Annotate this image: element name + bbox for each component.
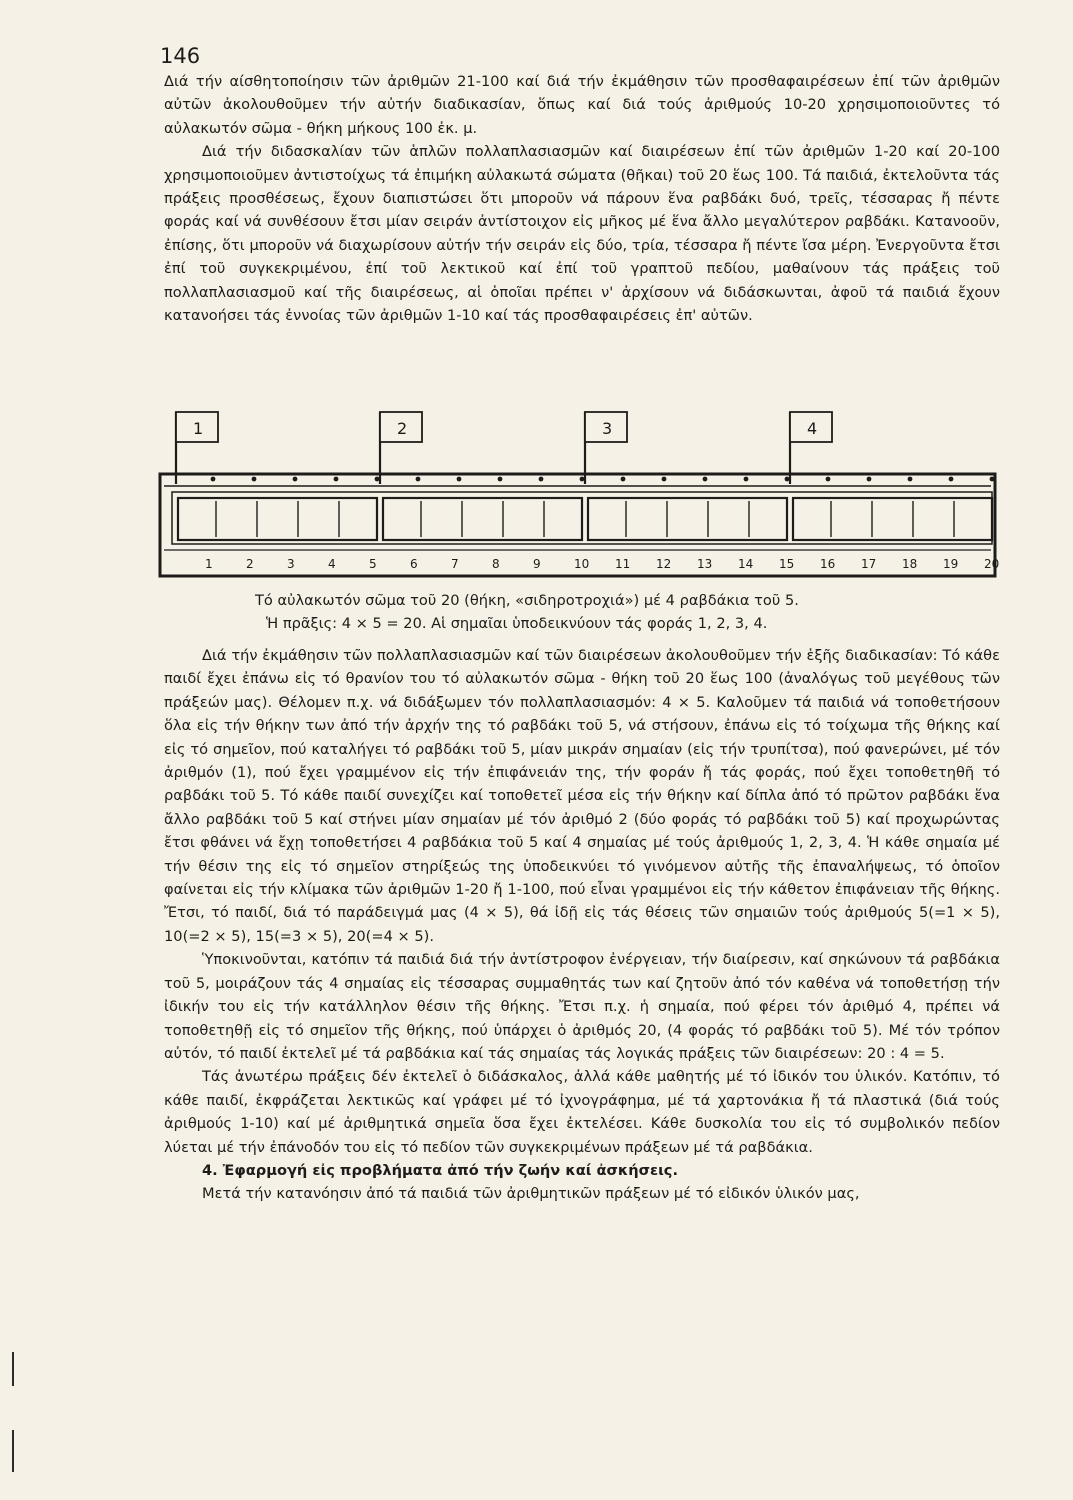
body-text-top <box>164 70 1000 327</box>
margin-mark <box>12 1352 14 1386</box>
hole-dot <box>334 477 339 482</box>
scale-number: 20 <box>984 557 1000 571</box>
paragraph: Διά τήν διδασκαλίαν τῶν ἁπλῶν πολλαπλασιασμῶν καί διαιρέσεων ἐπί τῶν ἀριθμῶν 1-20 καί 20-100 χρησιμοποιοῦμεν ἀντιστοίχως τά ἐπιμήκη αὐλακωτά σώματα (θῆκαι) τοῦ 20 ἕως 100. Τά παιδιά, ἐκτελοῦντα τάς πράξεις προσθέσεως, ἔχουν διαπιστώσει ὅτι μποροῦν νά πάρουν ἕνα ραβδάκι δυό, τρεῖς, τέσσαρας ἤ πέντε φοράς καί νά συνθέσουν ἔτσι μίαν σειράν ἀντίστοιχον εἰς μῆκος μέ ἕνα ἄλλο μεγαλύτερον ραβδάκι. Κατανοοῦν, ἐπίσης, ὅτι μποροῦν νά διαχωρίσουν αὐτήν τήν σειράν εἰς δύο, τρία, τέσσαρα ἤ πέντε ἴσα μέρη. Ἐνεργοῦντα ἔτσι ἐπί τοῦ συγκεκριμένου, ἐπί τοῦ λεκτικοῦ καί ἐπί τοῦ γραπτοῦ πεδίου, μαθαίνουν τάς πράξεις τοῦ πολλαπλασιασμοῦ καί τῆς διαιρέσεως, αἱ ὁποῖαι πρέπει ν' ἀρχίσουν νά διδάσκωνται, ἀφοῦ τά παιδιά ἔχουν κατανοήσει τάς ἐννοίας τῶν ἀριθμῶν 1-10 καί τάς προσθαφαιρέσεις ἐπ' αὐτῶν. <box>164 143 1000 325</box>
hole-dot <box>703 477 708 482</box>
figure-caption-line1: Τό αὐλακωτόν σῶμα τοῦ 20 (θήκη, «σιδηροτροχιά») μέ 4 ραβδάκια τοῦ 5. <box>255 592 799 609</box>
flag-number: 2 <box>397 419 408 438</box>
scale-number: 14 <box>738 557 754 571</box>
scale-number: 19 <box>943 557 959 571</box>
scale-number: 11 <box>615 557 631 571</box>
hole-dot <box>785 477 790 482</box>
scale-number: 16 <box>820 557 836 571</box>
paragraph: Διά τήν αίσθητοποίησιν τῶν ἀριθμῶν 21-100 καί διά τήν ἐκμάθησιν τῶν προσθαφαιρέσεων ἐπί τῶν ἀριθμῶν αὐτῶν ἀκολουθοῦμεν τήν αὐτήν διαδικασίαν, ὅπως καί διά τούς ἀριθμούς 10-20 χρησιμοποιοῦντες τό αὐλακωτόν σῶμα - θήκη μήκους 100 ἐκ. μ. <box>164 73 1000 137</box>
scale-number: 3 <box>287 557 295 571</box>
paragraph: Ὑποκινοῦνται, κατόπιν τά παιδιά διά τήν ἀντίστροφον ἐνέργειαν, τήν διαίρεσιν, καί σηκώνουν τά ραβδάκια τοῦ 5, μοιράζουν τάς 4 σημαίας εἰς τέσσαρας συμμαθητάς των καί ζητοῦν ἀπό τόν καθένα νά τοποθετήσῃ τήν ἰδικήν του εἰς τήν κατάλληλον θέσιν τῆς θήκης. Ἔτσι π.χ. ἡ σημαία, πού φέρει τόν ἀριθμό 4, πρέπει νά τοποθετηθῇ εἰς τό σημεῖον τῆς θήκης, πού ὑπάρχει ὁ ἀριθμός 20, (4 φοράς τό ραβδάκι τοῦ 5). Μέ τόν τρόπον αὐτόν, τό παιδί ἐκτελεῖ μέ τά ραβδάκια καί τάς σημαίας τάς λογικάς πράξεις τῶν διαιρέσεων: 20 : 4 = 5. <box>164 951 1000 1062</box>
section-heading: 4. Ἐφαρμογή εἰς προβλήματα ἀπό τήν ζωήν καί ἀσκήσεις. <box>202 1161 679 1179</box>
hole-dot <box>211 477 216 482</box>
scale-number: 12 <box>656 557 672 571</box>
scale-number: 6 <box>410 557 418 571</box>
scale-number: 17 <box>861 557 877 571</box>
scale-number: 8 <box>492 557 500 571</box>
scale-number: 1 <box>205 557 213 571</box>
flag-number: 1 <box>193 419 204 438</box>
hole-dot <box>580 477 585 482</box>
scale-number: 13 <box>697 557 713 571</box>
hole-dot <box>990 477 995 482</box>
flag-number: 3 <box>602 419 613 438</box>
scale-number: 9 <box>533 557 541 571</box>
hole-dot <box>498 477 503 482</box>
paragraph-continued: Μετά τήν κατανόησιν ἀπό τά παιδιά τῶν ἀριθμητικῶν πράξεων μέ τό εἰδικόν ὑλικόν μας, <box>202 1185 860 1203</box>
paragraph: Διά τήν ἐκμάθησιν τῶν πολλαπλασιασμῶν καί τῶν διαιρέσεων ἀκολουθοῦμεν τήν ἑξῆς διαδικασίαν: Τό κάθε παιδί ἔχει ἐπάνω εἰς τό θρανίον του τό αὐλακωτόν σῶμα - θήκη τοῦ 20 ἕως 100 (ἀναλόγως τοῦ μεγέθους τῶν πράξεών μας). Θέλομεν π.χ. νά διδάξωμεν τόν πολλαπλασιασμόν: 4 × 5. Καλοῦμεν τά παιδιά νά τοποθετήσουν ὅλα εἰς τήν θήκην των ἀπό τήν ἀρχήν της τό ραβδάκι τοῦ 5, νά στήσουν, ἐπάνω εἰς τό τοίχωμα τῆς θήκης καί εἰς τό σημεῖον, πού καταλήγει τό ραβδάκι τοῦ 5, μίαν μικράν σημαίαν (εἰς τήν τρυπίτσα), πού φανερώνει, μέ τόν ἀριθμόν (1), πού ἔχει γραμμένον εἰς τήν ἐπιφάνειάν της, τήν φοράν ἤ τάς φοράς, πού ἔχει τοποθετηθῆ τό ραβδάκι τοῦ 5. Τό κάθε παιδί συνεχίζει καί τοποθετεῖ μέσα εἰς τήν θήκην καί δίπλα ἀπό τό πρῶτον ραβδάκι ἕνα ἄλλο ραβδάκι τοῦ 5 καί στήνει μίαν σημαίαν μέ τόν ἀριθμό 2 (δύο φοράς τό ραβδάκι τοῦ 5) καί προχωρώντας ἔτσι φθάνει νά ἔχῃ τοποθετήσει 4 ραβδάκια τοῦ 5 καί 4 σημαίας μέ τούς ἀριθμούς 1, 2, 3, 4. Ἡ κάθε σημαία μέ τήν θέσιν της εἰς τό σημεῖον στηρίξεώς της ὑποδεικνύει τό γινόμενον αὐτῆς τῆς ἐπαναλήψεως, τό ὁποῖον φαίνεται εἰς τήν κλίμακα τῶν ἀριθμῶν 1-20 ἤ 1-100, πού εἶναι γραμμένοι εἰς τήν κάθετον ἐπιφάνειαν τῆς θήκης. Ἔτσι, τό παιδί, διά τό παράδειγμά μας (4 × 5), θά ἰδῇ εἰς τάς θέσεις τῶν σημαιῶν τούς ἀριθμούς 5(=1 × 5), 10(=2 × 5), 15(=3 × 5), 20(=4 × 5). <box>164 647 1000 945</box>
hole-dot <box>457 477 462 482</box>
page-number: 146 <box>160 44 201 68</box>
hole-dot <box>621 477 626 482</box>
rod-of-5 <box>383 498 582 540</box>
hole-dot <box>416 477 421 482</box>
flag-number: 4 <box>807 419 818 438</box>
scale-number: 4 <box>328 557 336 571</box>
hole-dot <box>867 477 872 482</box>
rod-of-5 <box>793 498 992 540</box>
rod-of-5 <box>588 498 787 540</box>
hole-dot <box>375 477 380 482</box>
figure-drawing <box>160 412 999 576</box>
hole-dot <box>949 477 954 482</box>
figure-caption-line2: Ἡ πρᾶξις: 4 × 5 = 20. Αἱ σημαῖαι ὑποδεικνύουν τάς φοράς 1, 2, 3, 4. <box>266 615 768 632</box>
scale-number: 18 <box>902 557 918 571</box>
paragraph: Τάς ἀνωτέρω πράξεις δέν ἐκτελεῖ ὁ διδάσκαλος, ἀλλά κάθε μαθητής μέ τό ἰδικόν του ὑλικόν. Κατόπιν, τό κάθε παιδί, ἐκφράζεται λεκτικῶς καί γράφει μέ τό ἰχνογράφημα, μέ τά χαρτονάκια ἤ τά πλαστικά (διά τούς ἀριθμούς 1-10) καί μέ ἀριθμητικά σημεῖα ὅσα ἔχει ἐκτελέσει. Κάθε δυσκολία του εἰς τό συμβολικόν πεδίον λύεται μέ τήν ἐπάνοδόν του εἰς τό πεδίον τῶν συγκεκριμένων πράξεων μέ τά ραβδάκια. <box>164 1068 1000 1156</box>
hole-dot <box>826 477 831 482</box>
scale-number: 7 <box>451 557 459 571</box>
body-text-bottom <box>164 644 1000 1206</box>
hole-dot <box>908 477 913 482</box>
hole-dot <box>744 477 749 482</box>
hole-dot <box>539 477 544 482</box>
scale-number: 2 <box>246 557 254 571</box>
scale-number: 10 <box>574 557 590 571</box>
margin-mark <box>12 1430 14 1472</box>
scale-number: 5 <box>369 557 377 571</box>
hole-dot <box>252 477 257 482</box>
scale-number: 15 <box>779 557 795 571</box>
grooved-box-figure <box>150 400 1010 590</box>
hole-dot <box>293 477 298 482</box>
rod-of-5 <box>178 498 377 540</box>
hole-dot <box>662 477 667 482</box>
